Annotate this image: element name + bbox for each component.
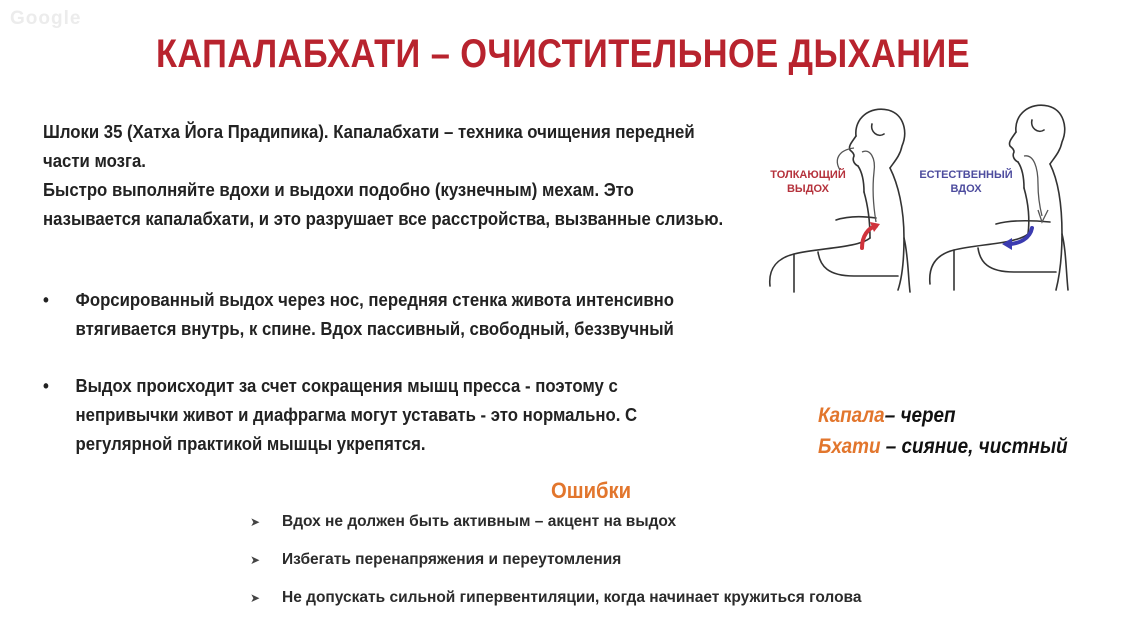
bullet-list	[43, 286, 713, 487]
inhale-arrowhead-icon	[1002, 238, 1012, 250]
etymology	[818, 400, 1068, 462]
arrow-bullet-icon: ➤	[250, 553, 261, 567]
error-item	[250, 586, 862, 610]
etymology-meaning: – череп	[884, 404, 956, 427]
error-text: Избегать перенапряжения и переутомления	[282, 551, 622, 568]
error-item	[250, 548, 862, 572]
error-text: Не допускать сильной гипервентиляции, когда начинает кружиться голова	[282, 589, 862, 606]
error-text: Вдох не должен быть активным – акцент на выдох	[282, 513, 677, 530]
arrow-bullet-icon: ➤	[250, 591, 261, 605]
inhale-label: ЕСТЕСТВЕННЫЙ ВДОХ	[919, 169, 1013, 195]
intro-text	[43, 118, 731, 234]
etymology-term: Капала	[818, 404, 885, 427]
error-item	[250, 510, 862, 534]
etymology-line-1	[818, 400, 1068, 431]
etymology-meaning: – сияние, чистный	[880, 435, 1068, 458]
arrow-bullet-icon: ➤	[250, 515, 261, 529]
bullet-item: • Выдох происходит за счет сокращения мышц пресса - поэтому с непривычки живот и диафрагма могут уставать - это нормально. С регулярной практикой мышцы укрепятся.	[43, 372, 713, 459]
bullet-item: • Форсированный выдох через нос, передняя стенка живота интенсивно втягивается внутрь, к спине. Вдох пассивный, свободный, беззвучный	[43, 286, 713, 344]
right-airflow	[1024, 156, 1048, 222]
slide-title: КАПАЛАБХАТИ – ОЧИСТИТЕЛЬНОЕ ДЫХАНИЕ	[155, 32, 971, 76]
errors-heading: Ошибки	[551, 478, 632, 503]
errors-list	[250, 510, 862, 624]
breathing-illustration	[758, 98, 1070, 294]
intro-line-2: Быстро выполняйте вдохи и выдохи подобно (кузнечным) мехам. Это называется капалабхати, и это разрушает все расстройства, вызванные слизью.	[43, 180, 724, 229]
logo-watermark: Google	[10, 8, 82, 29]
etymology-line-2	[818, 431, 1068, 462]
left-figure-exhale	[770, 109, 910, 292]
right-figure-inhale	[930, 105, 1068, 290]
exhale-label: ТОЛКАЮЩИЙ ВЫДОХ	[770, 169, 846, 195]
etymology-term: Бхати	[818, 435, 881, 458]
intro-line-1: Шлоки 35 (Хатха Йога Прадипика). Капалабхати – техника очищения передней части мозга.	[43, 122, 695, 171]
